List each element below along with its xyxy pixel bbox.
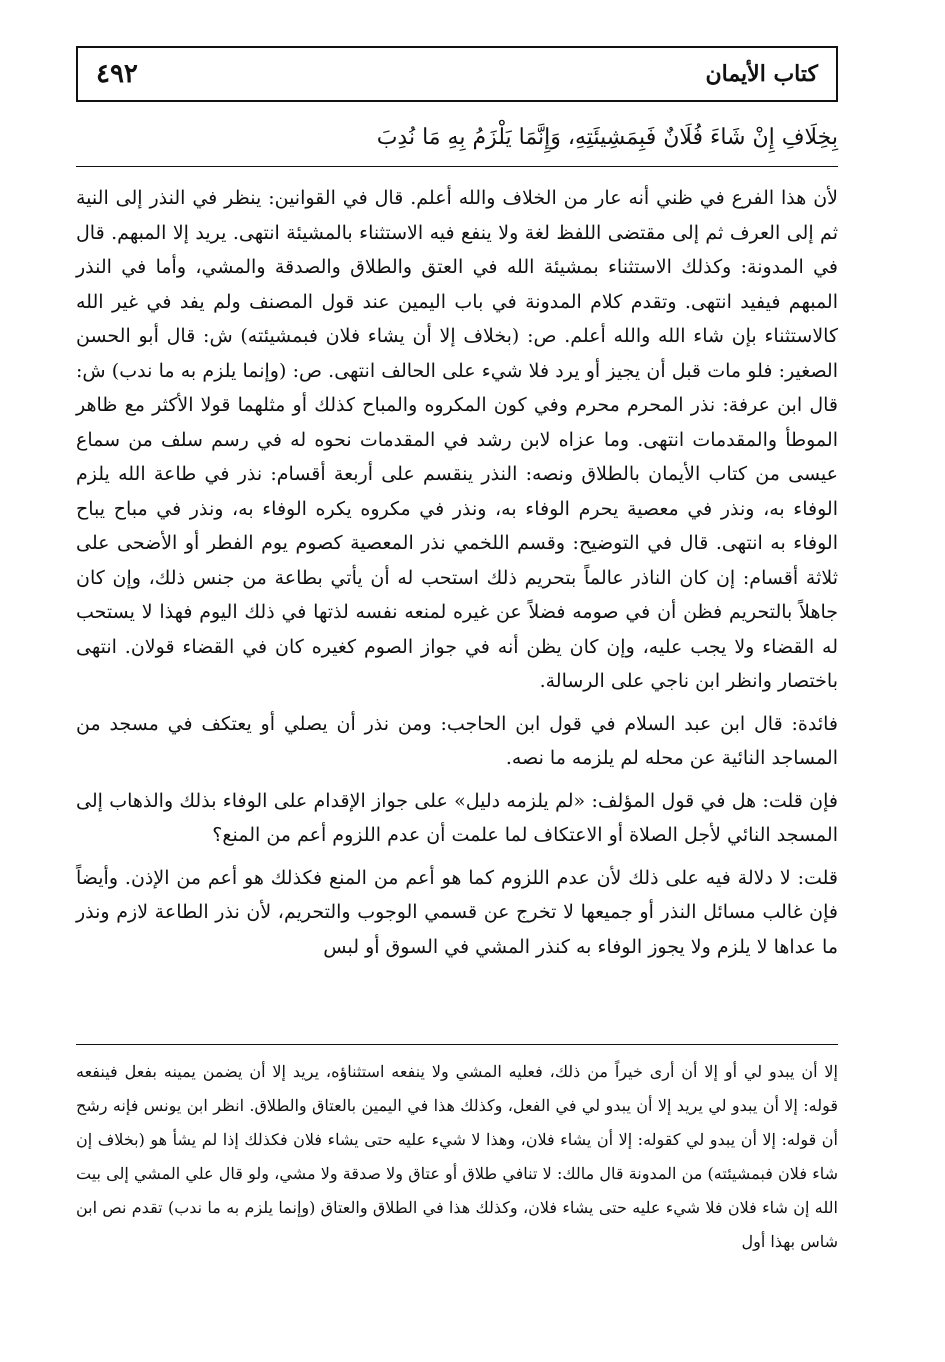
footnote-divider [76,1044,838,1045]
commentary-paragraph: قلت: لا دلالة فيه على ذلك لأن عدم اللزوم كما هو أعم من المنع فكذلك هو أعم من الإذن. وأيضاً فإن غالب مسائل النذر أو جميعها لا تخرج عن قسمي الوجوب والتحريم، لأن نذر الطاعة لازم ونذر ما عداها لا يلزم ولا يجوز الوفاء به كنذر المشي في السوق أو لبس [76,866,838,958]
running-header [76,46,838,102]
commentary-paragraph: لأن هذا الفرع في ظني أنه عار من الخلاف والله أعلم. قال في القوانين: ينظر في النذر إلى النية ثم إلى العرف ثم إلى مقتضى اللفظ لغة ولا ينفع فيه الاستثناء بالمشيئة انتهى. يريد إلا المبهم. قال في المدونة: وكذلك الاستثناء بمشيئة الله في العتق والطلاق والصدقة والمشي، وأما في النذر المبهم فيفيد انتهى. وتقدم كلام المدونة في باب اليمين عند قول المصنف ولم يفد في غير الله كالاستثناء بإن شاء الله والله أعلم. ص: (بخلاف إلا أن يشاء فلان فبمشيئته) ش: قال أبو الحسن الصغير: فلو مات قبل أن يجيز أو يرد فلا شيء على الحالف انتهى. ص: (وإنما يلزم به ما ندب) ش: قال ابن عرفة: نذر المحرم محرم وفي كون المكروه والمباح كذلك أو مثلهما قولا الأكثر مع ظاهر الموطأ والمقدمات انتهى. وما عزاه لابن رشد في المقدمات نحوه له في رسم سلف من سماع عيسى من كتاب الأيمان بالطلاق ونصه: النذر ينقسم على أربعة أقسام: نذر في طاعة الله يلزم الوفاء به، ونذر في معصية يحرم الوفاء به، ونذر في مكروه يكره الوفاء به، ونذر في مباح يباح الوفاء به انتهى. قال في التوضيح: وقسم اللخمي نذر المعصية كصوم يوم الفطر أو الأضحى على ثلاثة أقسام: إن كان الناذر عالماً بتحريم ذلك استحب له أن يأتي بطاعة من جنس ذلك، وإن كان جاهلاً بالتحريم فظن أن في صومه فضلاً عن غيره لمنعه نفسه لذتها في ذلك اليوم فهذا لا يستحب له القضاء ولا يجب عليه، وإن كان يظن أنه في جواز الصوم كغيره كان في القضاء قولان. انتهى باختصار وانظر ابن ناجي على الرسالة. [76,187,838,692]
commentary-paragraph: فإن قلت: هل في قول المؤلف: «لم يلزمه دليل» على جواز الإقدام على الوفاء بذلك والذهاب إلى المسجد النائي لأجل الصلاة أو الاعتكاف لما علمت أن عدم اللزوم أعم من المنع؟ [76,789,838,846]
footnote-section [76,1055,838,1259]
matn-text: بِخِلَافِ إِنْ شَاءَ فُلَانٌ فَبِمَشِيئَتِهِ، وَإِنَّمَا يَلْزَمُ بِهِ مَا نُدِبَ [376,125,838,150]
commentary-body [76,181,838,964]
top-divider [76,166,838,167]
commentary-paragraph: فائدة: قال ابن عبد السلام في قول ابن الحاجب: ومن نذر أن يصلي أو يعتكف في مسجد من المساجد النائية عن محله لم يلزمه ما نصه. [76,712,838,769]
footnote-text: إلا أن يبدو لي أو إلا أن أرى خيراً من ذلك، فعليه المشي ولا ينفعه استثناؤه، يريد إلا أن يضمن يمينه بفعل فينفعه قوله: إلا أن يبدو لي يريد إلا أن يبدو لي في الفعل، وكذلك هذا في اليمين بالعتاق والطلاق. انظر ابن يونس فإنه رشح أن قوله: إلا أن يبدو لي كقوله: إلا أن يشاء فلان، وهذا لا شيء عليه حتى يشاء فلان فكذلك إذا لم يشأ هو (بخلاف إن شاء فلان فبمشيئته) من المدونة قال مالك: لا تنافي طلاق أو عتاق ولا صدقة ولا مشي، ولو قال علي المشي إلى بيت الله إن شاء فلان فلا شيء عليه حتى يشاء فلان، وكذلك هذا في الطلاق والعتاق (وإنما يلزم به ما ندب) تقدم نص ابن شاس بهذا أول [76,1062,838,1251]
running-title: كتاب الأيمان [705,61,818,87]
page-number: ٤٩٢ [96,59,138,89]
